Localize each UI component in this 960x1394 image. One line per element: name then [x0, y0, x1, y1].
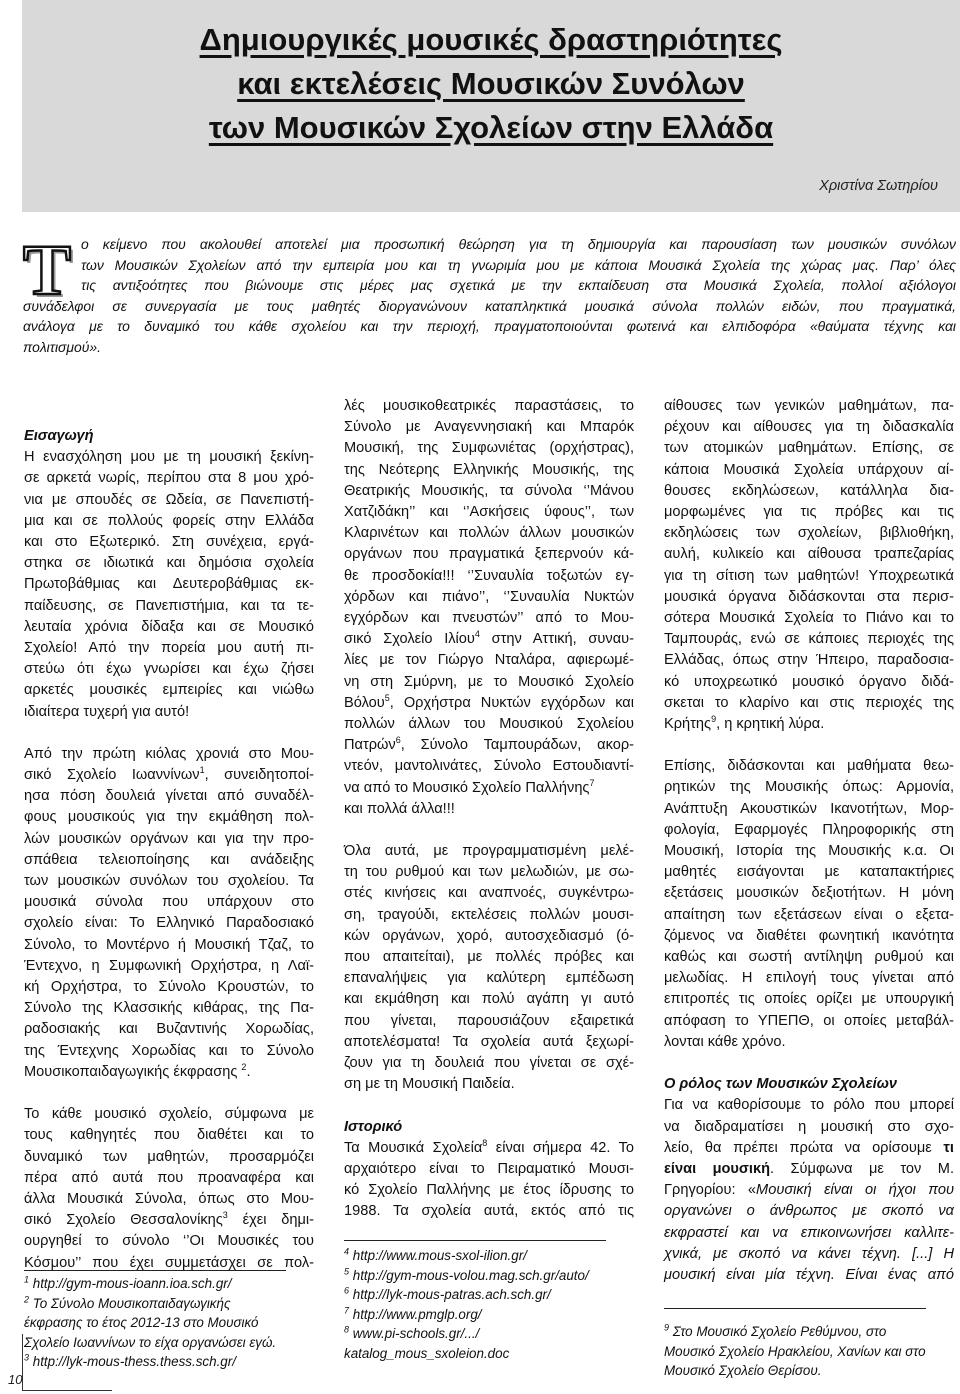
footnote-num: 8: [344, 1324, 350, 1335]
title-line-2: και εκτελέσεις Μουσικών Συνόλων: [237, 66, 745, 101]
text-segment: λείο, θα πρέπει πρώτα να ορίσουμε: [664, 1139, 944, 1156]
text-line: ρέχουν και αίθουσες για τη διδασκαλία: [664, 419, 954, 436]
text-line: ησα πόση δουλειά γίνεται από συναδέλ-: [24, 788, 314, 805]
text-line: ση με τη Μουσική Παιδεία.: [344, 1076, 515, 1093]
text-line: λών μουσικών οργάνων και για την προ-: [24, 830, 314, 847]
text-line: εξετάσεις μουσικών δεξιοτήτων. Η μόνη: [664, 885, 954, 902]
footnote-num: 7: [344, 1305, 350, 1316]
text-line: απόφαση το ΥΠΕΠΘ, οι οποίες μεταβάλ-: [664, 1012, 954, 1029]
text-line: λευταία χρόνια δίδαξα και σε Μουσικό: [24, 618, 314, 635]
text-line: Ανάπτυξη Ακουστικών Ικανοτήτων, Μορ-: [664, 800, 954, 817]
text-segment: Μουσικοπαιδαγωγικής έκφρασης: [24, 1063, 238, 1080]
text-line: Μουσική, Ιστορία της Μουσικής κ.α. Οι: [664, 843, 954, 860]
text-line: που γίνεται, παρουσιάζουν εξαιρετικά: [344, 1012, 634, 1029]
footnote: [344, 1305, 589, 1325]
intro-line: συνάδελφοι σε συνεργασία με τους μαθητές διοργανώνουν καταπληκτικά μουσικά σύνολα πολλών ειδών, που πραγματικά,: [23, 297, 956, 314]
column-1: [24, 426, 314, 1274]
text-line: σκεται το κλαρίνο και στις περιοχές της: [664, 694, 954, 711]
text-segment: .: [246, 1063, 251, 1080]
text-line: Πρωτοβάθμιας και Δευτεροβάθμιας εκ-: [24, 576, 314, 593]
text-segment: , η κρητική λύρα.: [716, 716, 825, 733]
text-line: κών οργάνων, χορό, αυτοσχεδιασμό (ό-: [344, 927, 634, 944]
footnote-divider: [344, 1240, 606, 1241]
text-line: θουσες εκδηλώσεων, κατάλληλα δια-: [664, 482, 954, 499]
text-line: Σχολείο! Από την πορεία μου αυτή πι-: [24, 640, 314, 657]
text-segment: Γρηγορίου: «: [664, 1182, 757, 1199]
text-line: για τη σίτιση των μαθητών! Υποχρεωτικά: [664, 567, 954, 584]
text-line: εγχόρδων και πνευστών’’ από το Μου-: [344, 610, 634, 627]
text-segment: Βόλου: [344, 694, 385, 711]
paragraph-gap: [24, 1083, 314, 1104]
footnote-num: 2: [24, 1294, 30, 1305]
footnote: [344, 1324, 589, 1344]
footnote-ref: 3: [222, 1210, 228, 1221]
footnote-divider: [664, 1308, 926, 1309]
text-line: ρητικών της Μουσικής όπως: Αρμονία,: [664, 779, 954, 796]
text-segment: έχει δημι-: [227, 1212, 315, 1229]
text-segment: είναι σήμερα 42. Το: [487, 1139, 635, 1156]
title-line-3: των Μουσικών Σχολείων στην Ελλάδα: [208, 110, 774, 145]
article-title: [22, 18, 960, 150]
text-segment: σικό Σχολείο Ιωαννίνων: [24, 767, 200, 784]
text-line: [344, 693, 634, 714]
text-line: μορφωμένες για τις πρόβες και τις: [664, 504, 954, 521]
section-heading-role: Ο ρόλος των Μουσικών Σχολείων: [664, 1076, 898, 1093]
text-segment: σικό Σχολείο Θεσσαλονίκης: [24, 1212, 223, 1229]
text-line: λίες με τον Γιώργο Νταλάρα, αφιερωμέ-: [344, 652, 634, 669]
text-line: σότερα Μουσικά Σχολεία το Πιάνο και το: [664, 610, 954, 627]
text-line: ντεόν, μαντολινάτες, Σύνολο Εστουδιαντί-: [344, 758, 634, 775]
footnote: [344, 1344, 589, 1364]
text-line: αρκετές μουσικές εμπειρίες και νιώθω: [24, 682, 314, 699]
footnote-ref: 7: [589, 777, 595, 788]
text-segment: να από το Μουσικό Σχολείο Παλλήνης: [344, 779, 590, 796]
intro-line: ανάλογα με το δυναμικό του κάθε σχολείου και την περιοχή, πραγματοποιούνται φωτεινά και ελπιδοφόρα «θαύματα τέχνης και: [23, 318, 956, 334]
footnotes-col2: [344, 1246, 589, 1363]
text-line: [664, 1159, 954, 1180]
text-line: [344, 629, 634, 650]
footnote-num: 5: [344, 1266, 350, 1277]
text-line: [24, 1210, 314, 1231]
footnote-text: Μουσικό Σχολείο Ηρακλείου, Χανίων και στο: [664, 1343, 926, 1359]
text-line: εκδηλώσεις των σχολείων, βιβλιοθήκη,: [664, 525, 954, 542]
text-line: χόρδων και πιάνο’’, ‘’Συναυλία Νυκτών: [344, 588, 634, 605]
footnote-num: 1: [24, 1274, 30, 1285]
text-line: 1988. Τα σχολεία αυτά, εκτός από τις: [344, 1203, 634, 1220]
text-line: τη του ρυθμού και των μελωδιών, με σω-: [344, 864, 634, 881]
intro-line: πολιτισμού».: [23, 338, 101, 355]
text-line: στηκα σε ιδιωτικά και δημόσια σχολεία: [24, 555, 314, 572]
section-heading-introduction: Εισαγωγή: [24, 428, 94, 444]
text-line: θε προσδοκία!!! ‘’Συναυλία τοξωτών εγ-: [344, 567, 634, 584]
text-line: στεύω ότι έχω γνωρίσει και έχω ζήσει: [24, 661, 314, 678]
footnote: [24, 1294, 276, 1314]
text-line: και στο Εξωτερικό. Στη συνέχεια, εργά-: [24, 534, 314, 551]
text-line: μαθητές εισάγονται με καταπακτήριες: [664, 864, 954, 881]
text-line: νη στη Σμύρνη, με το Μουσικό Σχολείο: [344, 673, 634, 690]
quote-line: χνικά, με σκοπό να κάνει τέχνη. [...] Η: [664, 1245, 954, 1262]
paragraph-gap: [24, 723, 314, 744]
text-line: σπάθεια τελειοποίησης και ανάδειξης: [24, 851, 314, 868]
text-line: [344, 735, 634, 756]
title-line-1: Δημιουργικές μουσικές δραστηριότητες: [199, 22, 783, 57]
text-line: Σύνολο με Αναγεννησιακή και Μπαρόκ: [344, 419, 634, 436]
footnote-url[interactable]: http://www.pmglp.org/: [352, 1306, 482, 1322]
intro-line: των Μουσικών Σχολείων από την εμπειρία μου και τη γνωριμία μου με κάποια Μουσικά Σχολεία της χώρας μας. Παρ’ όλες: [81, 256, 956, 273]
text-line: αποτελέσματα! Τα σχολεία αυτά ξεχωρί-: [344, 1033, 634, 1050]
footnote: [344, 1285, 589, 1305]
footnote-text: έκφρασης το έτος 2012-13 στο Μουσικό: [24, 1315, 259, 1330]
footnote-ref: 9: [711, 714, 717, 725]
text-line: αρχαιότερο είναι το Πειραματικό Μουσι-: [344, 1160, 634, 1177]
text-line: των ατομικών μαθημάτων. Επίσης, σε: [664, 440, 954, 457]
text-line: και πολλά άλλα!!!: [344, 800, 455, 817]
text-line: λονται κάθε χρόνο.: [664, 1033, 786, 1050]
text-line: Σύνολο της Κλασσικής κιθάρας, της Πα-: [24, 1000, 314, 1017]
text-line: ζουν για τη δουλειά που γίνεται σε σχέ-: [344, 1055, 634, 1072]
text-line: τους καθηγητές που διαθέτει και το: [24, 1127, 314, 1144]
text-line: μουσικά σύνολα που υπάρχουν στο: [24, 894, 314, 911]
text-line: Ελλάδας, όπως στην Ήπειρο, παραδοσια-: [664, 652, 954, 669]
footnote-text: Σχολείο Ιωαννίνων το είχα οργανώσει εγώ.: [24, 1334, 277, 1350]
text-line: μελωδίας. Η επιλογή τους γίνεται από: [664, 970, 954, 987]
footnote-divider: [24, 1270, 286, 1271]
text-line: Όλα αυτά, με προγραμματισμένη μελέ-: [344, 843, 634, 860]
page-number: 10: [8, 1372, 23, 1387]
text-line: να διαδραματίσει η μουσική στο σχο-: [664, 1118, 954, 1135]
text-line: δυναμικό των μαθητών, προσαρμόζει: [24, 1148, 314, 1165]
text-line: Κόσμου’’ που έχει συμμετάσχει σε πολ-: [24, 1254, 314, 1271]
text-line: [344, 1138, 634, 1159]
quote-text: Μουσική είναι οι ήχοι που: [756, 1182, 954, 1199]
text-line: [344, 778, 634, 799]
footnotes-col1: [24, 1274, 276, 1372]
text-line: κό Σχολείο Παλλήνης με έτος ίδρυσης το: [344, 1182, 634, 1199]
quote-line: εκφραστεί και να επικοινωνήσει καλλιτε-: [664, 1224, 954, 1241]
footnote: [24, 1274, 276, 1294]
text-line: μουσικά όργανα διδάσκονται στα περισ-: [664, 588, 954, 605]
text-line: Από την πρώτη κιόλας χρονιά στο Μου-: [24, 745, 314, 762]
footnote-ref: 4: [474, 629, 480, 640]
footnote-num: 9: [664, 1322, 670, 1333]
footnote: [664, 1361, 926, 1381]
footnote: [344, 1246, 589, 1266]
text-line: ουργηθεί το σύνολο ‘’Οι Μουσικές του: [24, 1233, 314, 1250]
footnote: [664, 1342, 926, 1362]
text-line: καθώς και σωστή αντίληψη ρυθμού και: [664, 949, 954, 966]
text-line: που απαιτείται), με πολλές πρόβες και: [344, 949, 634, 966]
text-line: επαναλήψεις για καλύτερη εμπέδωση: [344, 970, 634, 987]
footnote-ref: 5: [384, 692, 390, 703]
text-line: ραδοσιακής και Βυζαντινής Χορωδίας,: [24, 1021, 314, 1038]
footnote-url[interactable]: http://www.mous-sxol-ilion.gr/: [352, 1248, 527, 1263]
footnote: [24, 1352, 276, 1372]
footnote: [344, 1266, 589, 1286]
paragraph-gap: [664, 1053, 954, 1074]
text-line: αυλή, κυλικείο και αίθουσα τραπεζαρίας: [664, 546, 954, 563]
text-line: πολλών άλλων του Μουσικού Σχολείου: [344, 716, 634, 733]
footnote-url[interactable]: www.pi-schools.gr/.../: [352, 1326, 480, 1341]
footnote-num: 3: [24, 1352, 30, 1363]
footnote-url[interactable]: katalog_mous_sxoleion.doc: [344, 1345, 510, 1361]
footnote: [24, 1313, 276, 1333]
text-line: Ταμπουράς, ενώ σε κάποιες περιοχές της: [664, 631, 954, 648]
text-line: Για να καθορίσουμε το ρόλο που μπορεί: [664, 1097, 954, 1114]
footnote-text: Στο Μουσικό Σχολείο Ρεθύμνου, στο: [672, 1324, 887, 1339]
text-line: Χατζιδάκη’’ και ‘’Ασκήσεις ύφους’’, των: [344, 504, 634, 521]
text-line: κάποια Μουσικά Σχολεία υπάρχουν αί-: [664, 461, 954, 478]
footnote-url[interactable]: http://gym-mous-volou.mag.sch.gr/auto/: [352, 1267, 589, 1283]
text-line: απαίτηση των εξετάσεων είναι ο εξετα-: [664, 906, 954, 923]
text-line: κή Ορχήστρα, το Σύνολο Κρουστών, το: [24, 979, 314, 996]
text-line: λές μουσικοθεατρικές παραστάσεις, το: [344, 398, 634, 414]
text-segment: , συνειδητοποί-: [204, 767, 314, 784]
intro-line: τις αντιξοότητες που βιώνουμε στις μέρες μας σχετικά με την εκπαίδευση στα Μουσικά Σχολεία, πολλοί αξιόλογοι: [81, 277, 956, 293]
paragraph-gap: [664, 735, 954, 756]
footnote-ref: 1: [199, 765, 205, 776]
paragraph-gap: [344, 1096, 634, 1117]
text-line: των μουσικών συνόλων του σχολείου. Τα: [24, 873, 314, 890]
text-line: οργάνων που πραγματικά ξεπερνούν κά-: [344, 546, 634, 563]
text-line: Κλαρινέτων και πολλών άλλων μουσικών: [344, 525, 634, 542]
text-line: φολογία, Εφαρμογές Πληροφορικής στη: [664, 821, 954, 838]
text-line: [24, 1062, 314, 1083]
text-line: Η ενασχόληση μου με τη μουσική ξεκίνη-: [24, 449, 314, 466]
text-line: [664, 1180, 954, 1201]
text-line: πέρα από αυτά που προαναφέρα και: [24, 1169, 314, 1186]
text-line: σχολείο είναι: Το Ελληνικό Παραδοσιακό: [24, 915, 314, 932]
text-line: [664, 1138, 954, 1159]
text-line: Το κάθε μουσικό σχολείο, σύμφωνα με: [24, 1106, 314, 1123]
column-2: [344, 396, 634, 1223]
text-segment: . Σύμφωνα με τον Μ.: [770, 1160, 955, 1177]
text-line: Μουσική, της Συμφωνιέτας (ορχήστρας),: [344, 440, 634, 457]
text-segment: Πατρών: [344, 737, 396, 754]
footnote-url[interactable]: http://gym-mous-ioann.ioa.sch.gr/: [32, 1276, 232, 1291]
footnote-url[interactable]: http://lyk-mous-patras.ach.sch.gr/: [352, 1287, 551, 1302]
text-line: φους μουσικούς για την εκμάθηση πολ-: [24, 809, 314, 826]
text-line: της Νεότερης Ελληνικής Μουσικής, της: [344, 461, 634, 478]
text-line: επιτροπές τις οποίες ορίζει με υπουργική: [664, 991, 954, 1008]
text-segment: , Ορχήστρα Νυκτών εγχόρδων και: [389, 694, 634, 711]
text-line: κό υποχρεωτικό μουσικό όργανο διδά-: [664, 673, 954, 690]
paragraph-gap: [344, 820, 634, 841]
text-line: ιδιαίτερα τυχερή για αυτό!: [24, 703, 190, 720]
text-segment: στην Αττική, συναυ-: [479, 631, 634, 648]
text-segment: Τα Μουσικά Σχολεία: [344, 1139, 483, 1156]
footnotes-col3: [664, 1322, 926, 1381]
section-heading-history: Ιστορικό: [344, 1118, 403, 1135]
footnote-text: Το Σύνολο Μουσικοπαιδαγωγικής: [32, 1295, 231, 1311]
text-line: Σύνολο, το Μοντέρνο ή Μουσική Τζαζ, το: [24, 936, 314, 953]
footnote-url[interactable]: http://lyk-mous-thess.thess.sch.gr/: [32, 1354, 236, 1369]
text-segment: Κρήτης: [664, 716, 712, 733]
footnote: [24, 1333, 276, 1353]
text-line: ζόμενος να διαθέτει φωνητική ικανότητα: [664, 927, 954, 944]
author-name: Χριστίνα Σωτηρίου: [819, 178, 938, 194]
page-corner-horizontal-rule: [22, 1390, 112, 1391]
text-line: στές κινήσεις και αναπνοές, συγκέντρω-: [344, 885, 634, 902]
text-line: Έντεχνο, η Συμφωνική Ορχήστρα, η Λαϊ-: [24, 957, 314, 974]
text-line: νια με σπουδές σε Ωδεία, σε Πανεπιστή-: [24, 491, 314, 508]
text-segment: σικό Σχολείο Ιλίου: [344, 631, 475, 648]
text-line: [24, 765, 314, 786]
quote-line: οργανώνει ο άνθρωπος με σκοπό να: [664, 1203, 954, 1220]
text-line: μια και σε πολλούς φορείς στην Ελλάδα: [24, 512, 314, 529]
text-line: άλλα Μουσικά Σύνολα, όπως στο Μου-: [24, 1190, 314, 1207]
text-line: παίδευσης, σε Πανεπιστήμια, και τα τε-: [24, 597, 314, 614]
intro-paragraph: [23, 230, 956, 357]
footnote-num: 6: [344, 1285, 350, 1296]
emphasis-text: τι: [943, 1139, 954, 1156]
text-line: σε αρκετά νωρίς, περίπου στα 8 μου χρό-: [24, 470, 314, 487]
footnote: [664, 1322, 926, 1342]
footnote-ref: 6: [395, 735, 401, 746]
quote-line: μουσική είναι μία τέχνη. Είναι ένας από: [664, 1266, 954, 1283]
text-line: ση, τραγούδι, εκτελέσεις πολλών μουσι-: [344, 906, 634, 923]
drop-cap: Τ: [23, 230, 72, 310]
column-3: [664, 396, 954, 1286]
footnote-text: Μουσικό Σχολείο Θερίσου.: [664, 1363, 822, 1378]
text-line: [664, 714, 954, 735]
text-line: αίθουσες των γενικών μαθημάτων, πα-: [664, 398, 954, 414]
text-line: της Έντεχνης Χορωδίας και το Σύνολο: [24, 1042, 314, 1059]
text-line: και εκμάθηση και πολύ αγάπη γι αυτό: [344, 991, 634, 1008]
emphasis-text: είναι μουσική: [664, 1160, 771, 1177]
footnote-ref: 8: [482, 1137, 488, 1148]
title-banner: [22, 0, 960, 212]
text-segment: , Σύνολο Ταμπουράδων, ακορ-: [400, 737, 634, 754]
footnote-ref: 2: [241, 1062, 247, 1073]
text-line: Θεατρικής Μουσικής, τα σύνολα ‘’Μάνου: [344, 482, 634, 499]
footnote-num: 4: [344, 1246, 350, 1257]
intro-line: ο κείμενο που ακολουθεί αποτελεί μια προσωπική θεώρηση για τη δημιουργία και παρουσίαση των μουσικών συνόλων: [81, 236, 956, 252]
text-line: Επίσης, διδάσκονται και μαθήματα θεω-: [664, 758, 954, 775]
